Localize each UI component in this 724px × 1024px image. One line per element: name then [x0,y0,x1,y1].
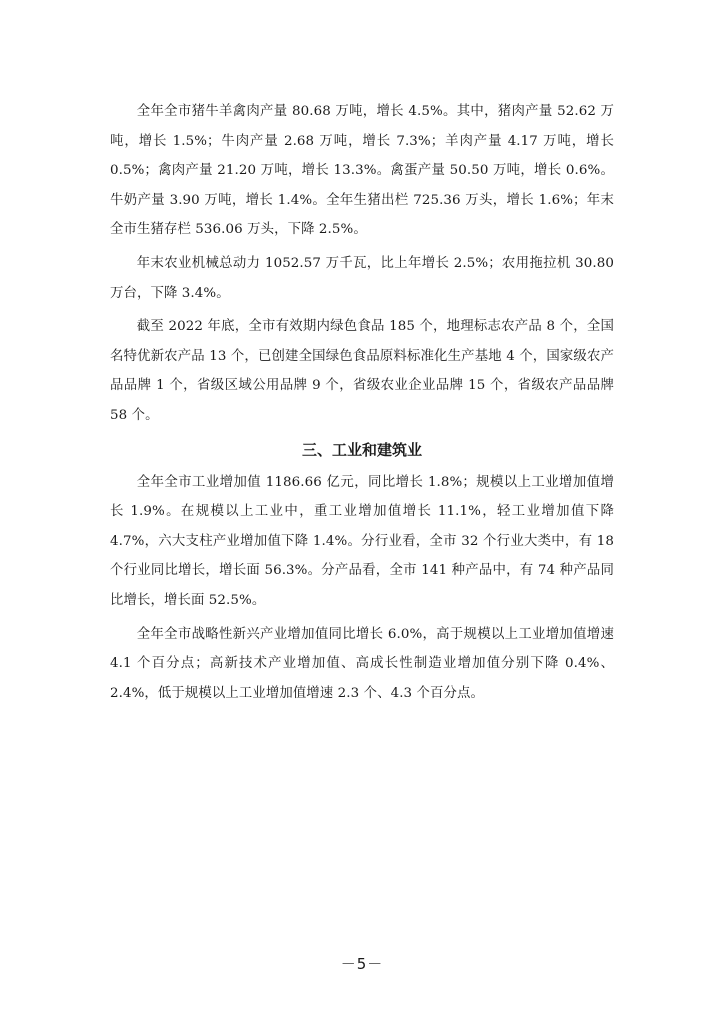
paragraph-livestock-output: 全年全市猪牛羊禽肉产量 80.68 万吨，增长 4.5%。其中，猪肉产量 52.62 万吨，增长 1.5%；牛肉产量 2.68 万吨，增长 7.3%；羊肉产量 4.17 万吨，增长 0.5%；禽肉产量 21.20 万吨，增长 13.3%。禽蛋产量 50.50 万吨，增长 0.6%。牛奶产量 3.90 万吨，增长 1.4%。全年生猪出栏 725.36 万头，增长 1.6%；年末全市生猪存栏 536.06 万头，下降 2.5%。 [110,104,614,238]
page-number: －5－ [340,955,384,973]
paragraph-agricultural-machinery: 年末农业机械总动力 1052.57 万千瓦，比上年增长 2.5%；农用拖拉机 30.80 万台，下降 3.4%。 [110,255,614,301]
section-heading-industry: 三、工业和建筑业 [301,440,422,459]
document-body [110,97,614,712]
paragraph-industrial-value-added: 全年全市工业增加值 1186.66 亿元，同比增长 1.8%；规模以上工业增加值增长 1.9%。在规模以上工业中，重工业增加值增长 11.1%，轻工业增加值下降 4.7%，六大支柱产业增加值下降 1.4%。分行业看，全市 32 个行业大类中，有 18 个行业同比增长，增长面 56.3%。分产品看，全市 141 种产品中，有 74 种产品同比增长，增长面 52.5%。 [110,474,614,608]
paragraph-green-food-brands: 截至 2022 年底，全市有效期内绿色食品 185 个，地理标志农产品 8 个，全国名特优新农产品 13 个，已创建全国绿色食品原料标准化生产基地 4 个，国家级农产品品牌 1 个，省级区域公用品牌 9 个，省级农业企业品牌 15 个，省级农产品品牌 58 个。 [110,319,614,423]
paragraph-strategic-emerging-industries: 全年全市战略性新兴产业增加值同比增长 6.0%，高于规模以上工业增加值增速 4.1 个百分点；高新技术产业增加值、高成长性制造业增加值分别下降 0.4%、2.4%，低于规模以上工业增加值增速 2.3 个、4.3 个百分点。 [110,626,614,701]
